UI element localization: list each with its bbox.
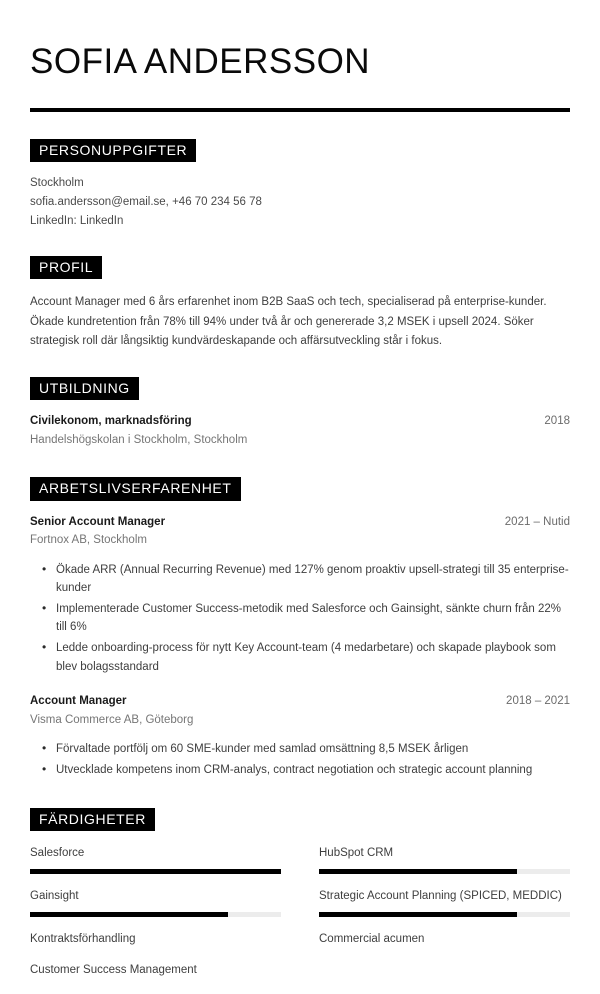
skill-bar-fill bbox=[30, 912, 228, 917]
profile-summary-text: Account Manager med 6 års erfarenhet inom B2B SaaS och tech, specialiserad på enterprise-kunder. Ökade kundretention från 78% till 94% under två år och genererade 3,2 MSEK i upsell 2024. Söker strategisk roll där långsiktig kundvärdeskapande och affärsutveckling står i fokus. bbox=[30, 296, 547, 347]
skill-label: Kontraktsförhandling bbox=[30, 933, 136, 946]
skill-item bbox=[30, 845, 281, 874]
skill-item bbox=[30, 931, 281, 948]
education-entry-header bbox=[30, 413, 570, 430]
experience-entry bbox=[30, 693, 570, 779]
skill-label: Strategic Account Planning (SPICED, MEDDIC) bbox=[319, 889, 562, 902]
section-experience bbox=[30, 477, 570, 779]
experience-bullet: • Förvaltade portfölj om 60 SME-kunder med samlad omsättning 8,5 MSEK årligen bbox=[56, 740, 570, 759]
skill-label: Customer Success Management bbox=[30, 964, 197, 977]
section-heading-experience: ARBETSLIVSERFARENHET bbox=[30, 477, 241, 500]
header-divider bbox=[30, 108, 570, 112]
skill-bar-track bbox=[30, 869, 281, 874]
skill-item bbox=[30, 888, 281, 917]
contact-email-phone: sofia.andersson@email.se, +46 70 234 56 78 bbox=[30, 195, 262, 208]
experience-entry-header bbox=[30, 514, 570, 531]
experience-bullet-list bbox=[30, 740, 570, 779]
contact-city: Stockholm bbox=[30, 177, 84, 190]
experience-job-title: Account Manager bbox=[30, 695, 127, 708]
skill-bar-track bbox=[319, 912, 570, 917]
section-heading-skills: FÄRDIGHETER bbox=[30, 808, 155, 831]
skills-grid bbox=[30, 845, 570, 994]
skill-item bbox=[30, 962, 281, 979]
skill-item bbox=[319, 888, 570, 917]
experience-dates: 2018 – 2021 bbox=[506, 695, 570, 708]
section-education bbox=[30, 377, 570, 449]
experience-entry-header bbox=[30, 693, 570, 710]
skill-bar-fill bbox=[30, 869, 281, 874]
experience-company: Visma Commerce AB, Göteborg bbox=[30, 713, 194, 726]
experience-dates: 2021 – Nutid bbox=[504, 515, 570, 528]
education-degree: Civilekonom, marknadsföring bbox=[30, 415, 192, 428]
skill-bar-track bbox=[30, 912, 281, 917]
contact-linkedin: LinkedIn: LinkedIn bbox=[30, 214, 124, 227]
section-heading-profile: PROFIL bbox=[30, 256, 102, 279]
experience-bullet: • Ledde onboarding-process för nytt Key Account-team (4 medarbetare) och skapade playbook som blev bolagsstandard bbox=[56, 639, 570, 676]
experience-job-title: Senior Account Manager bbox=[30, 515, 166, 528]
skill-bar-fill bbox=[319, 912, 517, 917]
skill-item bbox=[319, 845, 570, 874]
experience-entry bbox=[30, 514, 570, 677]
skill-item bbox=[319, 931, 570, 948]
contact-details bbox=[30, 174, 570, 230]
skill-label: HubSpot CRM bbox=[319, 846, 394, 859]
skill-bar-track bbox=[319, 869, 570, 874]
experience-bullet: • Ökade ARR (Annual Recurring Revenue) med 127% genom proaktiv upsell-strategi till 35 enterprise-kunder bbox=[56, 561, 570, 598]
page-title: SOFIA ANDERSSON bbox=[30, 42, 371, 81]
section-profile bbox=[30, 256, 570, 351]
experience-bullet-list bbox=[30, 561, 570, 677]
experience-bullet: • Implementerade Customer Success-metodik med Salesforce och Gainsight, sänkte churn från 22% till 6% bbox=[56, 600, 570, 637]
skill-label: Salesforce bbox=[30, 846, 85, 859]
section-heading-education: UTBILDNING bbox=[30, 377, 139, 400]
education-entry bbox=[30, 413, 570, 449]
education-school: Handelshögskolan i Stockholm, Stockholm bbox=[30, 433, 248, 446]
experience-company: Fortnox AB, Stockholm bbox=[30, 533, 147, 546]
section-skills bbox=[30, 808, 570, 994]
section-heading-personal-details: PERSONUPPGIFTER bbox=[30, 139, 196, 162]
experience-bullet: • Utvecklade kompetens inom CRM-analys, contract negotiation och strategic account planning bbox=[56, 761, 570, 780]
section-personal-details bbox=[30, 139, 570, 230]
skill-bar-fill bbox=[319, 869, 517, 874]
skill-label: Commercial acumen bbox=[319, 933, 425, 946]
skill-label: Gainsight bbox=[30, 889, 79, 902]
education-year: 2018 bbox=[544, 415, 570, 428]
